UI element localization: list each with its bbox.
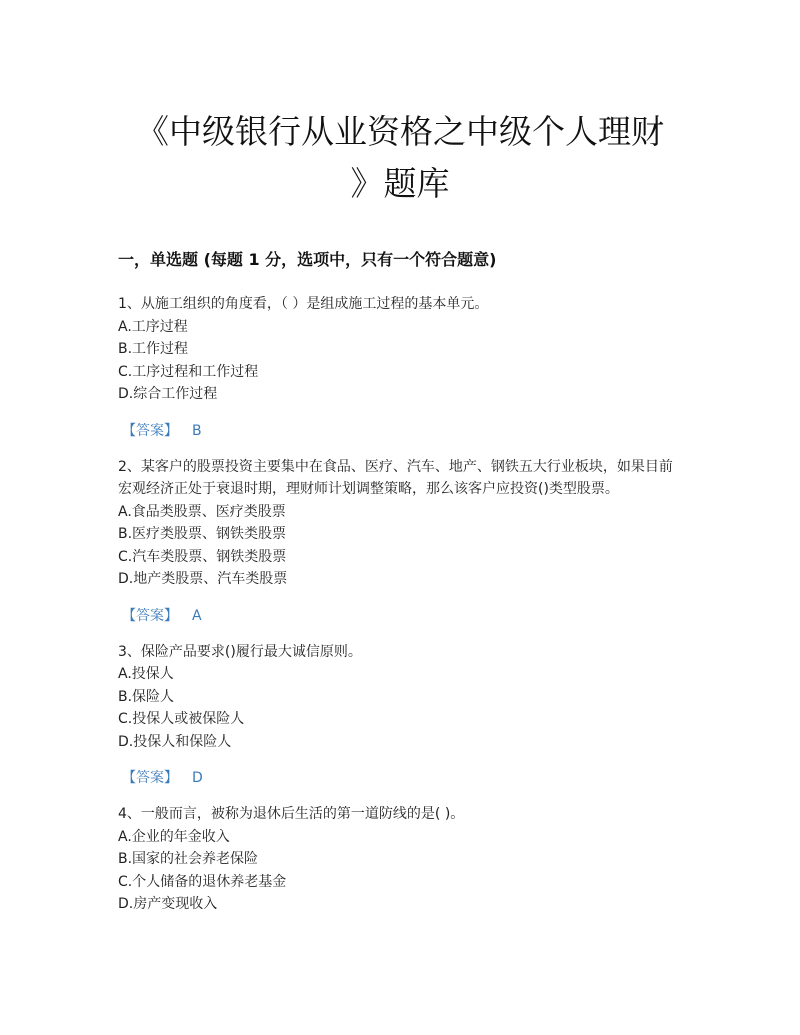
title-line-2: 》题库 — [350, 164, 450, 203]
option-c: C.投保人或被保险人 — [118, 711, 245, 727]
option-a: A.企业的年金收入 — [118, 828, 230, 845]
question-list — [118, 293, 684, 916]
question-stem: 3、保险产品要求()履行最大诚信原则。 — [118, 643, 362, 660]
question-4 — [118, 803, 684, 916]
option-d: D.综合工作过程 — [118, 386, 218, 402]
answer-letter: B — [192, 422, 202, 439]
answer-line — [122, 420, 684, 442]
answer-label: 【答案】 — [122, 422, 178, 439]
section-title: 一，单选题 (每题 1 分，选项中，只有一个符合题意) — [118, 250, 497, 269]
option-b: B.保险人 — [118, 688, 175, 705]
question-stem: 2、某客户的股票投资主要集中在食品、医疗、汽车、地产、钢铁五大行业板块，如果目前宏观经济正处于衰退时期，理财师计划调整策略，那么该客户应投资()类型股票。 — [118, 458, 673, 497]
answer-letter: A — [192, 607, 202, 624]
option-a: A.投保人 — [118, 666, 174, 682]
question-3 — [118, 641, 684, 790]
question-2 — [118, 456, 684, 627]
answer-letter: D — [192, 770, 203, 786]
question-1 — [118, 293, 684, 442]
option-a: A.工序过程 — [118, 318, 188, 335]
document-title — [100, 106, 700, 210]
option-d: D.地产类股票、汽车类股票 — [118, 571, 288, 587]
answer-line — [122, 605, 684, 627]
option-a: A.食品类股票、医疗类股票 — [118, 503, 286, 520]
question-stem: 1、从施工组织的角度看，（ ）是组成施工过程的基本单元。 — [118, 296, 489, 312]
title-line-1: 《中级银行从业资格之中级个人理财 — [136, 112, 664, 151]
answer-label: 【答案】 — [122, 770, 178, 786]
option-c: C.汽车类股票、钢铁类股票 — [118, 548, 287, 565]
option-b: B.医疗类股票、钢铁类股票 — [118, 526, 287, 542]
answer-label: 【答案】 — [122, 607, 178, 624]
option-d: D.房产变现收入 — [118, 896, 218, 912]
option-b: B.国家的社会养老保险 — [118, 851, 259, 867]
option-d: D.投保人和保险人 — [118, 733, 232, 750]
option-b: B.工作过程 — [118, 341, 189, 357]
option-c: C.个人储备的退休养老基金 — [118, 873, 287, 890]
answer-line — [122, 767, 684, 789]
option-c: C.工序过程和工作过程 — [118, 363, 259, 380]
question-stem: 4、一般而言，被称为退休后生活的第一道防线的是( )。 — [118, 806, 465, 822]
